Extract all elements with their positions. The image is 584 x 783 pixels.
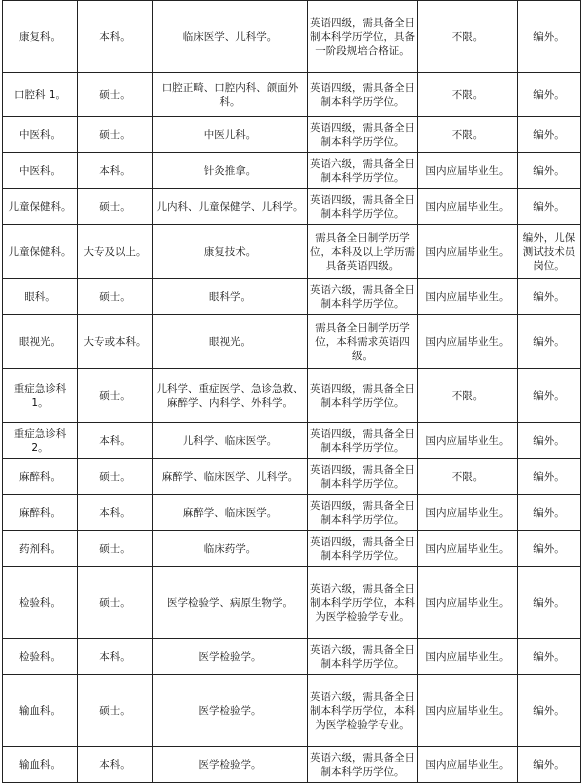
cell-source: 国内应届毕业生。 — [418, 531, 518, 567]
table-row — [3, 369, 581, 423]
cell-requirements: 英语六级，需具备全日制本科学历学位。 — [308, 279, 418, 315]
cell-department: 输血科。 — [3, 747, 78, 783]
cell-major: 康复技术。 — [153, 225, 308, 279]
cell-source: 不限。 — [418, 369, 518, 423]
cell-major: 医学检验学、病原生物学。 — [153, 567, 308, 639]
cell-major: 麻醉学、临床医学。 — [153, 495, 308, 531]
table-row — [3, 747, 581, 783]
cell-note: 编外。 — [518, 369, 581, 423]
cell-note: 编外。 — [518, 1, 581, 73]
cell-source: 国内应届毕业生。 — [418, 567, 518, 639]
cell-requirements: 英语四级，需具备全日制本科学历学位。 — [308, 73, 418, 117]
cell-note: 编外。 — [518, 73, 581, 117]
cell-note: 编外。 — [518, 153, 581, 189]
cell-major: 麻醉学、临床医学、儿科学。 — [153, 459, 308, 495]
table-row — [3, 531, 581, 567]
table-row — [3, 423, 581, 459]
cell-major: 儿科学、重症医学、急诊急救、麻醉学、内科学、外科学。 — [153, 369, 308, 423]
recruitment-table — [2, 0, 581, 783]
cell-note: 编外。 — [518, 459, 581, 495]
cell-note: 编外。 — [518, 567, 581, 639]
cell-note: 编外。 — [518, 639, 581, 675]
cell-note: 编外。 — [518, 747, 581, 783]
cell-note: 编外。 — [518, 531, 581, 567]
cell-department: 检验科。 — [3, 567, 78, 639]
cell-requirements: 英语四级，需具备全日制本科学历学位。 — [308, 369, 418, 423]
cell-department: 中医科。 — [3, 153, 78, 189]
cell-degree: 大专或本科。 — [78, 315, 153, 369]
cell-department: 药剂科。 — [3, 531, 78, 567]
cell-source: 不限。 — [418, 1, 518, 73]
cell-degree: 本科。 — [78, 747, 153, 783]
cell-major: 医学检验学。 — [153, 639, 308, 675]
cell-requirements: 英语四级，需具备全日制本科学历学位。 — [308, 531, 418, 567]
cell-source: 国内应届毕业生。 — [418, 675, 518, 747]
cell-department: 重症急诊科 2。 — [3, 423, 78, 459]
table-row — [3, 1, 581, 73]
table-row — [3, 675, 581, 747]
cell-requirements: 英语六级，需具备全日制本科学历学位，本科为医学检验学专业。 — [308, 675, 418, 747]
cell-requirements: 英语四级，需具备全日制本科学历学位。 — [308, 495, 418, 531]
cell-degree: 本科。 — [78, 153, 153, 189]
cell-degree: 本科。 — [78, 423, 153, 459]
table-row — [3, 315, 581, 369]
cell-requirements: 英语四级，需具备全日制本科学历学位，具备一阶段规培合格证。 — [308, 1, 418, 73]
cell-department: 重症急诊科 1。 — [3, 369, 78, 423]
cell-major: 医学检验学。 — [153, 747, 308, 783]
cell-degree: 本科。 — [78, 639, 153, 675]
cell-requirements: 需具备全日制学历学位，本科需求英语四级。 — [308, 315, 418, 369]
table-row — [3, 153, 581, 189]
cell-department: 眼科。 — [3, 279, 78, 315]
cell-requirements: 英语六级，需具备全日制本科学历学位，本科为医学检验学专业。 — [308, 567, 418, 639]
cell-requirements: 英语六级，需具备全日制本科学历学位。 — [308, 639, 418, 675]
cell-major: 眼科学。 — [153, 279, 308, 315]
cell-source: 国内应届毕业生。 — [418, 153, 518, 189]
cell-source: 不限。 — [418, 73, 518, 117]
cell-department: 康复科。 — [3, 1, 78, 73]
cell-requirements: 英语四级，需具备全日制本科学历学位。 — [308, 117, 418, 153]
cell-degree: 硕士。 — [78, 459, 153, 495]
cell-degree: 硕士。 — [78, 189, 153, 225]
cell-note: 编外。 — [518, 279, 581, 315]
cell-degree: 本科。 — [78, 1, 153, 73]
cell-major: 儿科学、临床医学。 — [153, 423, 308, 459]
cell-source: 国内应届毕业生。 — [418, 225, 518, 279]
cell-major: 医学检验学。 — [153, 675, 308, 747]
table-row — [3, 279, 581, 315]
cell-degree: 硕士。 — [78, 117, 153, 153]
table-row — [3, 189, 581, 225]
cell-major: 针灸推拿。 — [153, 153, 308, 189]
cell-degree: 硕士。 — [78, 567, 153, 639]
cell-department: 麻醉科。 — [3, 459, 78, 495]
cell-degree: 硕士。 — [78, 675, 153, 747]
cell-note: 编外。 — [518, 189, 581, 225]
cell-major: 中医儿科。 — [153, 117, 308, 153]
cell-source: 不限。 — [418, 117, 518, 153]
cell-source: 国内应届毕业生。 — [418, 189, 518, 225]
cell-department: 眼视光。 — [3, 315, 78, 369]
cell-note: 编外。 — [518, 423, 581, 459]
cell-source: 国内应届毕业生。 — [418, 495, 518, 531]
cell-requirements: 英语四级，需具备全日制本科学历学位。 — [308, 423, 418, 459]
cell-requirements: 英语四级，需具备全日制本科学历学位。 — [308, 459, 418, 495]
cell-department: 口腔科 1。 — [3, 73, 78, 117]
cell-requirements: 英语四级，需具备全日制本科学历学位。 — [308, 189, 418, 225]
cell-requirements: 英语六级，需具备全日制本科学历学位。 — [308, 153, 418, 189]
cell-requirements: 需具备全日制学历学位，本科及以上学历需具备英语四级。 — [308, 225, 418, 279]
cell-source: 国内应届毕业生。 — [418, 315, 518, 369]
cell-major: 临床医学、儿科学。 — [153, 1, 308, 73]
cell-major: 口腔正畸、口腔内科、颌面外科。 — [153, 73, 308, 117]
table-row — [3, 73, 581, 117]
cell-note: 编外。 — [518, 495, 581, 531]
cell-degree: 硕士。 — [78, 369, 153, 423]
table-row — [3, 459, 581, 495]
cell-major: 临床药学。 — [153, 531, 308, 567]
table-body — [3, 1, 581, 783]
cell-note: 编外。 — [518, 315, 581, 369]
table-row — [3, 225, 581, 279]
table-row — [3, 639, 581, 675]
cell-department: 输血科。 — [3, 675, 78, 747]
cell-major: 儿内科、儿童保健学、儿科学。 — [153, 189, 308, 225]
cell-degree: 硕士。 — [78, 73, 153, 117]
cell-source: 国内应届毕业生。 — [418, 279, 518, 315]
cell-department: 检验科。 — [3, 639, 78, 675]
cell-degree: 硕士。 — [78, 279, 153, 315]
cell-source: 不限。 — [418, 459, 518, 495]
cell-source: 国内应届毕业生。 — [418, 423, 518, 459]
cell-department: 儿童保健科。 — [3, 225, 78, 279]
cell-major: 眼视光。 — [153, 315, 308, 369]
cell-note: 编外。 — [518, 675, 581, 747]
cell-source: 国内应届毕业生。 — [418, 747, 518, 783]
table-row — [3, 495, 581, 531]
cell-department: 儿童保健科。 — [3, 189, 78, 225]
cell-degree: 硕士。 — [78, 531, 153, 567]
cell-degree: 本科。 — [78, 495, 153, 531]
cell-degree: 大专及以上。 — [78, 225, 153, 279]
cell-note: 编外，儿保测试技术员岗位。 — [518, 225, 581, 279]
table-row — [3, 567, 581, 639]
cell-requirements: 英语六级，需具备全日制本科学历学位。 — [308, 747, 418, 783]
table-row — [3, 117, 581, 153]
cell-note: 编外。 — [518, 117, 581, 153]
cell-source: 国内应届毕业生。 — [418, 639, 518, 675]
cell-department: 中医科。 — [3, 117, 78, 153]
cell-department: 麻醉科。 — [3, 495, 78, 531]
